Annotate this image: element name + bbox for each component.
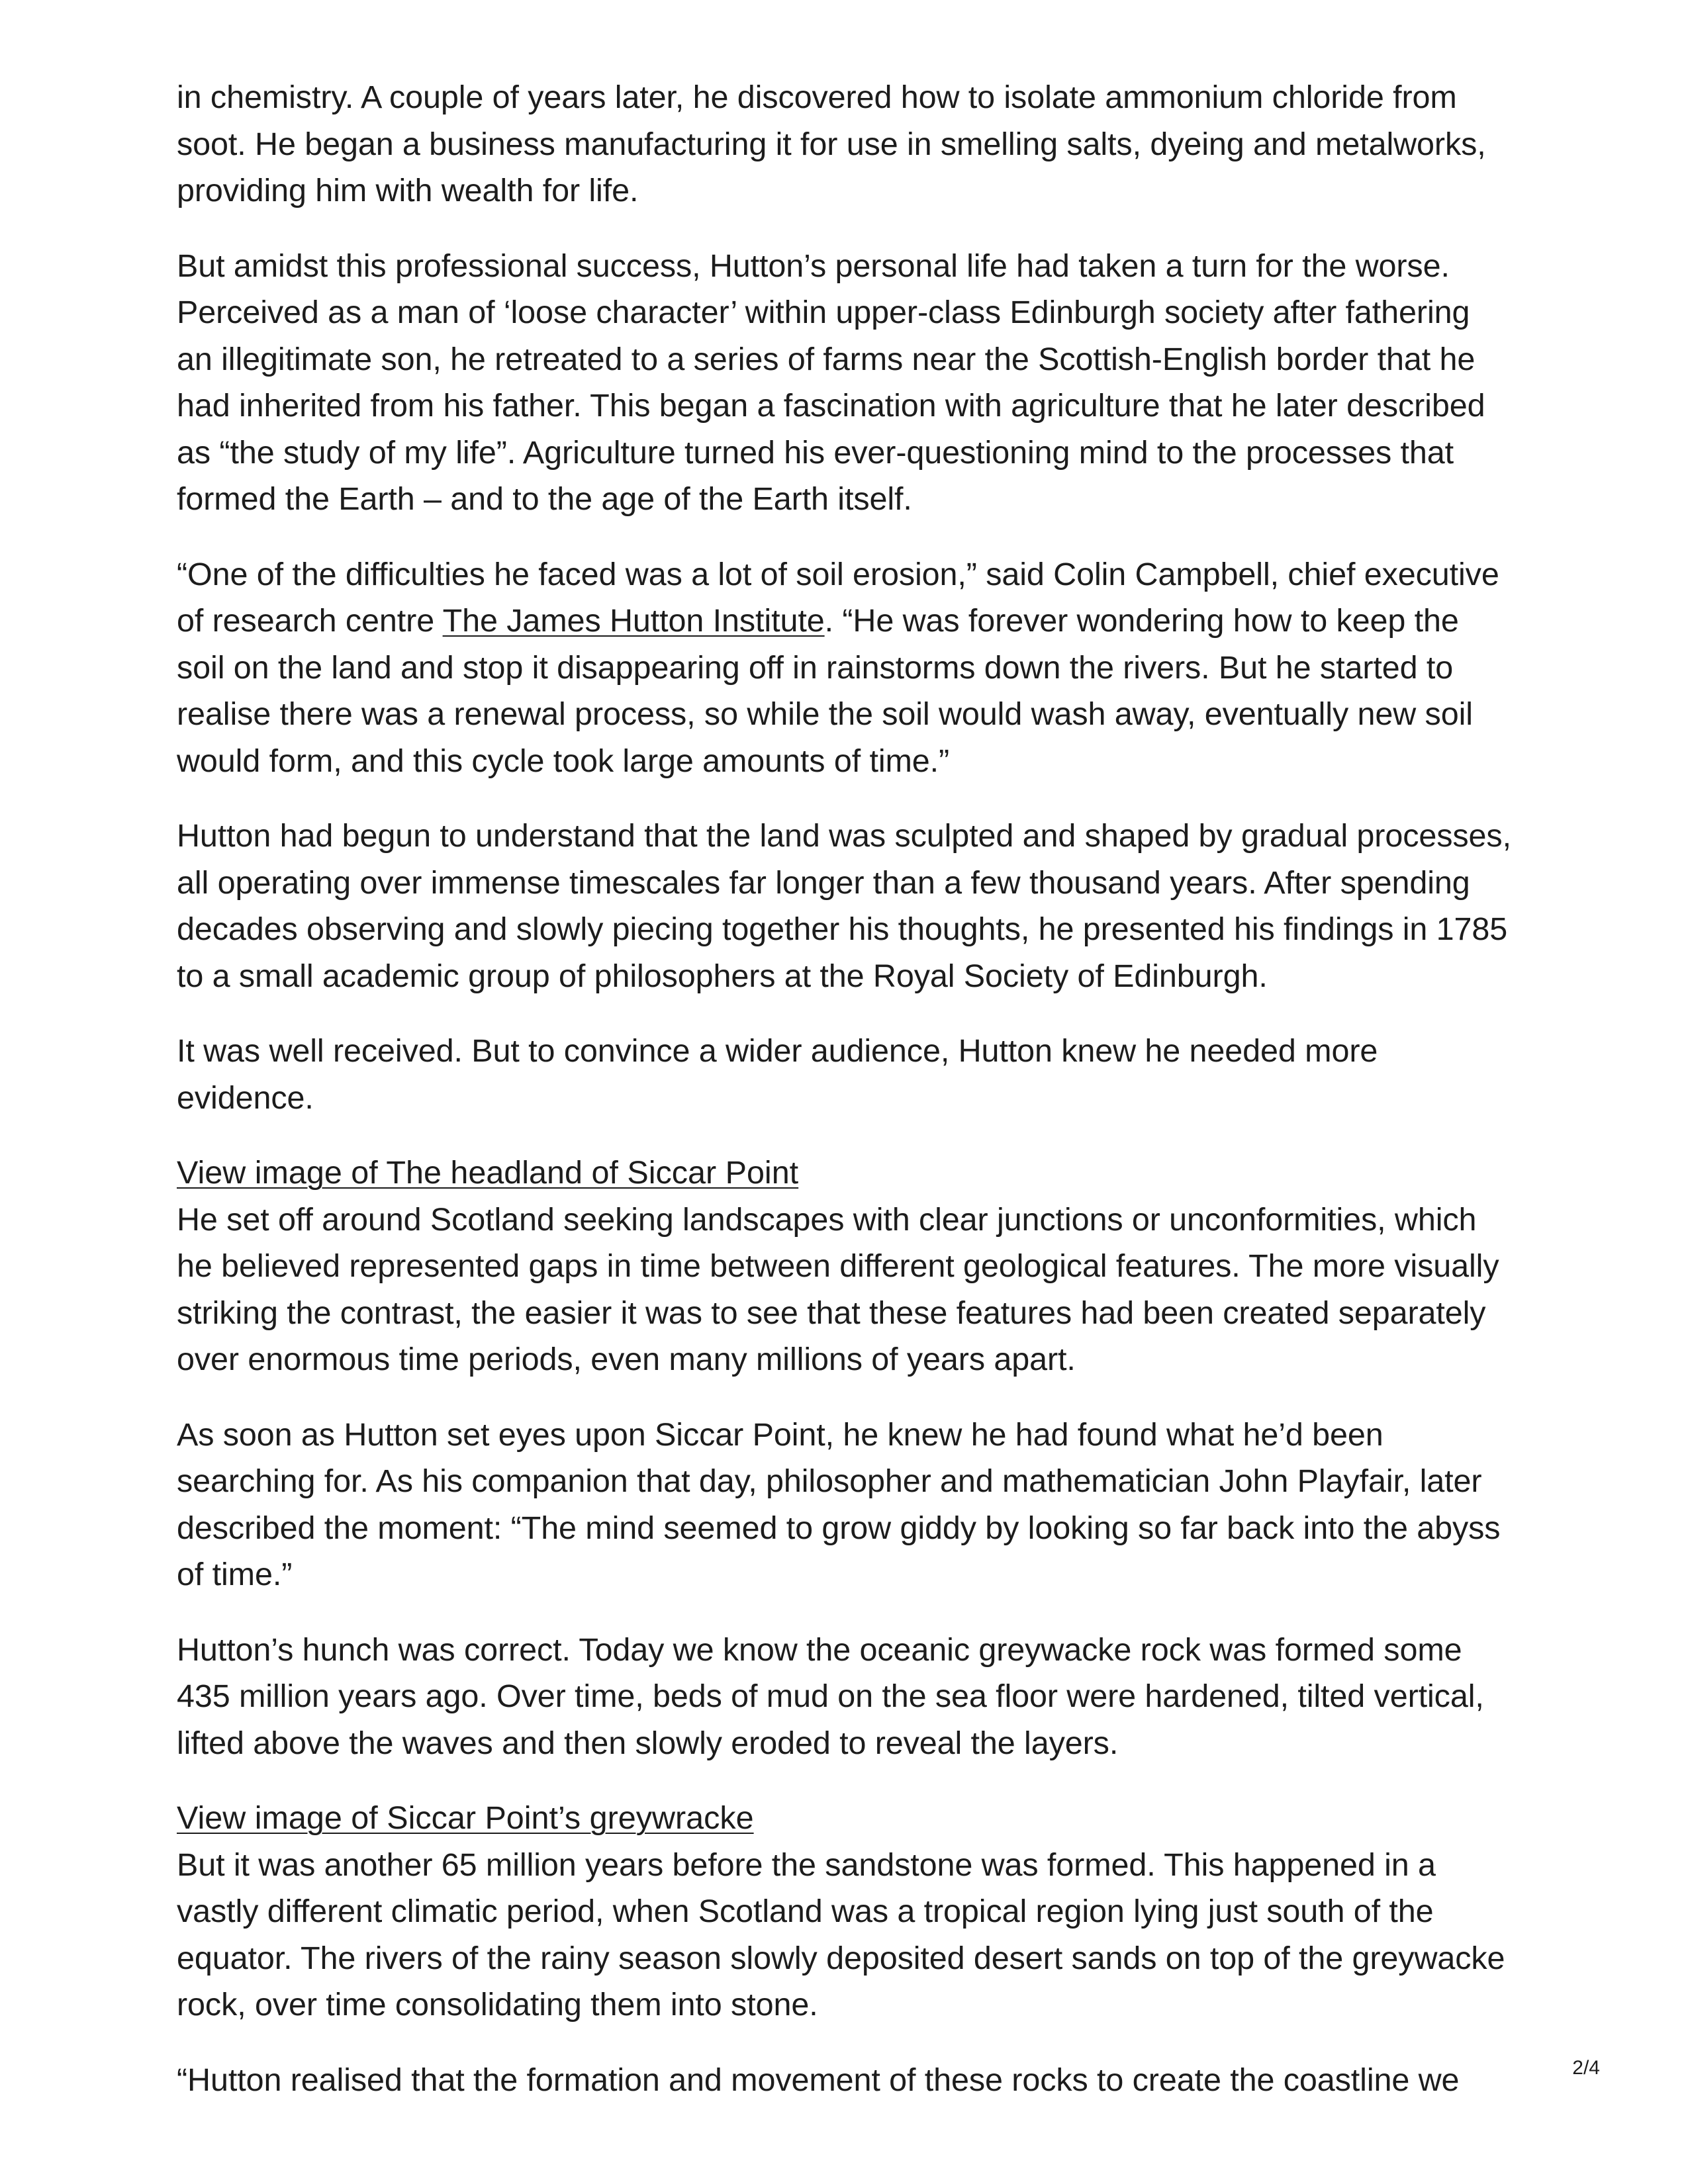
- paragraph-text: “One of the difficulties he faced was a lot of soil erosion,” said Colin Campbell, chief executive of research centre: [177, 556, 1499, 639]
- paragraph-greywacke: Hutton’s hunch was correct. Today we know the oceanic greywacke rock was formed some 435 million years ago. Over time, beds of mud on the sea floor were hardened, tilted vertical, lifted above the waves and then slowly eroded to reveal the layers.: [177, 1631, 1484, 1761]
- paragraph-chemistry: in chemistry. A couple of years later, he discovered how to isolate ammonium chloride from soot. He began a business manufacturing it for use in smelling salts, dyeing and metalworks, providing him with wealth for life.: [177, 79, 1486, 208]
- page-number: 2/4: [1572, 2057, 1600, 2079]
- paragraph-text: . “He was forever wondering how to keep the soil on the land and stop it disappearing off in rainstorms down the rivers. But he started to realise there was a renewal process, so while the soil would wash away, eventually new soil would form, and this cycle took large amounts of time.”: [177, 603, 1473, 779]
- paragraph-sandstone: But it was another 65 million years before the sandstone was formed. This happened in a vastly different climatic period, when Scotland was a tropical region lying just south of the equator. The rivers of the rainy season slowly deposited desert sands on top of the greywacke rock, over time consolidating them into stone.: [177, 1846, 1505, 2023]
- article-body: [177, 74, 1514, 2132]
- paragraph-gradual-processes: Hutton had begun to understand that the land was sculpted and shaped by gradual processes, all operating over immense timescales far longer than a few thousand years. After spending decades observing and slowly piecing together his thoughts, he presented his findings in 1785 to a small academic group of philosophers at the Royal Society of Edinburgh.: [177, 818, 1511, 994]
- paragraph-coastline: “Hutton realised that the formation and movement of these rocks to create the coastline we: [177, 2062, 1460, 2098]
- paragraph-soil-erosion: [177, 551, 1514, 785]
- paragraph-personal-life: But amidst this professional success, Hutton’s personal life had taken a turn for the worse. Perceived as a man of ‘loose character’ within upper-class Edinburgh society after fathering an illegitimate son, he retreated to a series of farms near the Scottish-English border that he had inherited from his father. This began a fascination with agriculture that he later described as “the study of my life”. Agriculture turned his ever-questioning mind to the processes that formed the Earth – and to the age of the Earth itself.: [177, 248, 1485, 517]
- view-image-greywracke-link[interactable]: View image of Siccar Point’s greywracke: [177, 1800, 754, 1836]
- view-image-headland-link[interactable]: View image of The headland of Siccar Point: [177, 1155, 799, 1191]
- paragraph-well-received: It was well received. But to convince a wider audience, Hutton knew he needed more evidence.: [177, 1033, 1378, 1116]
- paragraph-unconformities: He set off around Scotland seeking landscapes with clear junctions or unconformities, which he believed represented gaps in time between different geological features. The more visually striking the contrast, the easier it was to see that these features had been created separately over enormous time periods, even many millions of years apart.: [177, 1201, 1499, 1377]
- paragraph-siccar-point: As soon as Hutton set eyes upon Siccar Point, he knew he had found what he’d been searching for. As his companion that day, philosopher and mathematician John Playfair, later described the moment: “The mind seemed to grow giddy by looking so far back into the abyss of time.”: [177, 1416, 1501, 1592]
- james-hutton-institute-link[interactable]: The James Hutton Institute: [442, 603, 825, 639]
